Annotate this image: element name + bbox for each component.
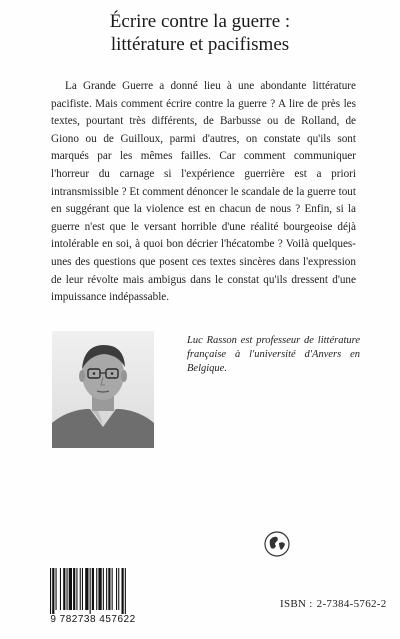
author-photo: [52, 331, 154, 448]
barcode-bar: [90, 568, 91, 614]
barcode-bar: [96, 568, 97, 610]
barcode-bar: [82, 568, 83, 610]
author-bio: Luc Rasson est professeur de littérature française à l'université d'Anvers en Belgique.: [187, 335, 360, 374]
barcode-bar: [67, 568, 68, 610]
barcode-bar: [76, 568, 77, 610]
isbn-number: 2-7384-5762-2: [316, 598, 387, 610]
isbn-text: [280, 598, 387, 610]
title-line-2: littérature et pacifismes: [110, 34, 290, 55]
barcode-bar: [60, 568, 61, 610]
barcode-bar: [80, 568, 81, 610]
barcode-bar: [92, 568, 94, 610]
barcode-digits: 9 782738 457622: [50, 614, 136, 625]
barcode-bar: [118, 568, 119, 610]
globe-logo-icon: [264, 531, 290, 557]
barcode-bar: [63, 568, 65, 610]
barcode-bar: [56, 568, 57, 610]
barcode-bar: [52, 568, 54, 614]
barcode-bar: [103, 568, 104, 610]
barcode-bar: [125, 568, 126, 614]
back-cover-summary: La Grande Guerre a donné lieu à une abondante littérature pacifiste. Mais comment écrire contre la guerre ? A lire de près les textes, pourtant très différents, de Barbusse ou de Rolland, de Giono ou de Guilloux, parmi d'autres, on constate qu'ils sont marqués par les mêmes failles. Car comment communiquer l'horreur du carnage si l'expérience guerrière est a priori intransmissible ? Et comment dénoncer le scandale de la guerre tout en suggérant que la violence est en chacun de nous ? Enfin, si la guerre n'est que le versant horrible d'une réalité bourgeoise déjà intolérable en soi, à quoi bon décrier l'hécatombe ? Voilà quelques-unes des questions que posent ces textes sincères dans l'expression de leur révolte mais ambigus dans le constat qu'ils dressent d'une impuissance indépassable.: [51, 80, 356, 304]
barcode-bar: [116, 568, 117, 610]
isbn-label: ISBN :: [280, 598, 313, 610]
isbn-barcode: [42, 566, 144, 626]
barcode-bar: [112, 568, 113, 610]
author-portrait-icon: [52, 331, 154, 448]
barcode-bar: [106, 568, 107, 610]
barcode-bar: [122, 568, 124, 614]
barcode-bar: [108, 568, 110, 610]
barcode-bar: [73, 568, 75, 610]
barcode-bar: [85, 568, 88, 610]
title-line-1: Écrire contre la guerre :: [109, 11, 291, 32]
barcode-bar: [69, 568, 72, 610]
book-title: [0, 10, 400, 56]
barcode-bar: [98, 568, 101, 610]
barcode-bar: [50, 568, 51, 614]
